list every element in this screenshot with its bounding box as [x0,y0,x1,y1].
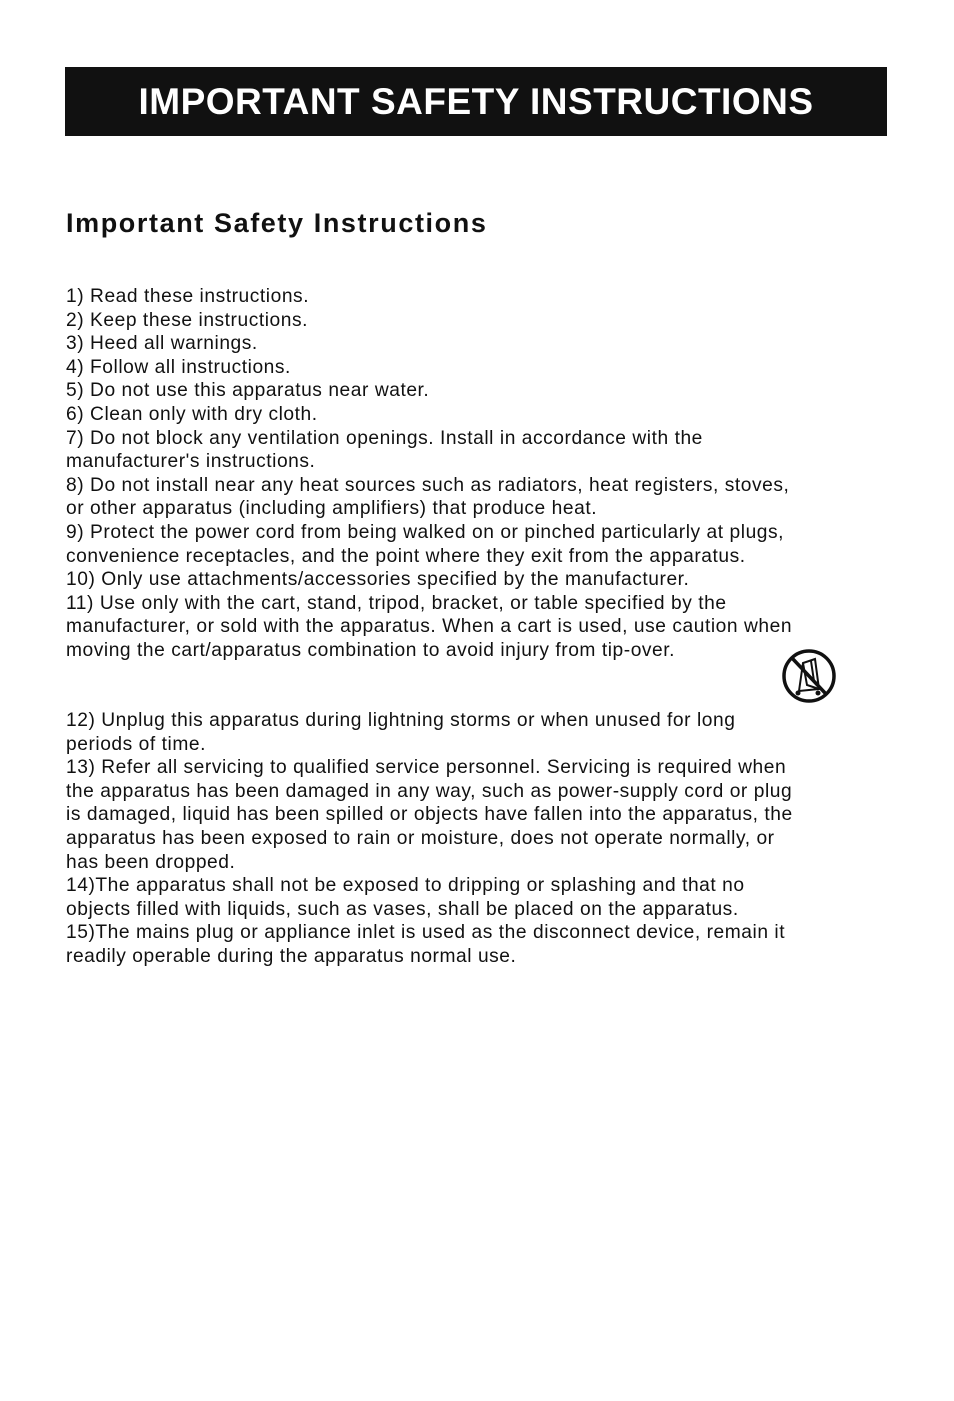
instruction-line: 8) Do not install near any heat sources such as radiators, heat registers, stoves, [66,474,790,496]
instruction-line: 12) Unplug this apparatus during lightning storms or when unused for long [66,710,736,731]
instruction-line: 10) Only use attachments/accessories specified by the manufacturer. [66,569,690,591]
instruction-line: manufacturer's instructions. [66,451,316,473]
instruction-line: readily operable during the apparatus normal use. [66,945,517,967]
instruction-line: 11) Use only with the cart, stand, tripod, bracket, or table specified by the [66,592,727,614]
instruction-line: 4) Follow all instructions. [66,356,291,378]
instruction-line: convenience receptacles, and the point where they exit from the apparatus. [66,545,746,567]
title-banner [65,67,887,136]
instruction-line: apparatus has been exposed to rain or moisture, does not operate normally, or [66,827,775,849]
instruction-line: moving the cart/apparatus combination to avoid injury from tip-over. [66,639,676,661]
instruction-line: manufacturer, or sold with the apparatus. When a cart is used, use caution when [66,616,793,638]
instruction-line: 7) Do not block any ventilation openings. Install in accordance with the [66,427,703,449]
instruction-line: 14)The apparatus shall not be exposed to dripping or splashing and that no [66,875,745,897]
instructions-list-part1 [66,285,896,663]
cart-tipover-warning-icon [781,647,837,705]
instructions-list-part2 [66,709,896,969]
section-heading: Important Safety Instructions [66,208,488,238]
instruction-line: or other apparatus (including amplifiers) that produce heat. [66,498,598,520]
instruction-line: 3) Heed all warnings. [66,333,258,355]
instruction-line: 5) Do not use this apparatus near water. [66,380,430,402]
instruction-line: 1) Read these instructions. [66,286,310,307]
instruction-line: 9) Protect the power cord from being walked on or pinched particularly at plugs, [66,521,785,543]
instruction-line: objects filled with liquids, such as vases, shall be placed on the apparatus. [66,898,739,920]
instruction-line: 6) Clean only with dry cloth. [66,403,318,425]
instruction-line: 15)The mains plug or appliance inlet is used as the disconnect device, remain it [66,922,786,944]
instruction-line: periods of time. [66,733,206,755]
page-title: IMPORTANT SAFETY INSTRUCTIONS [138,80,814,122]
instruction-line: is damaged, liquid has been spilled or objects have fallen into the apparatus, the [66,804,793,826]
instruction-line: has been dropped. [66,851,236,873]
instruction-line: the apparatus has been damaged in any way, such as power-supply cord or plug [66,780,793,802]
instruction-line: 2) Keep these instructions. [66,309,309,331]
instruction-line: 13) Refer all servicing to qualified service personnel. Servicing is required when [66,757,787,779]
